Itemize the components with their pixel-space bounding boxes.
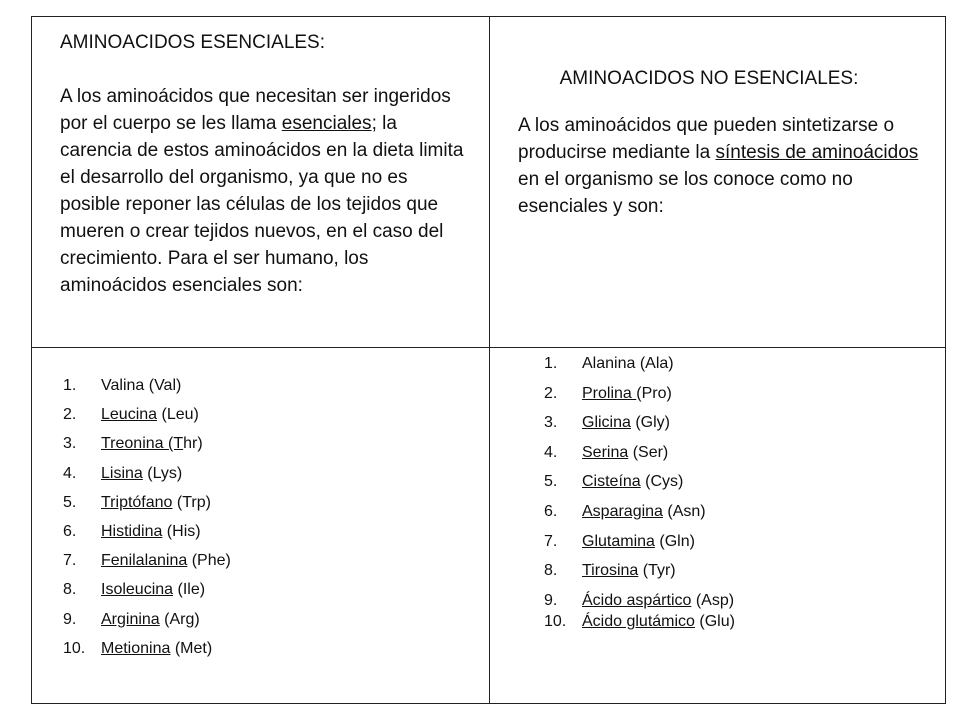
list-item-number: 10. <box>63 639 86 657</box>
list-item <box>544 471 735 501</box>
nonessential-paragraph <box>518 112 930 220</box>
list-item <box>544 353 735 383</box>
essential-paragraph <box>60 83 470 299</box>
list-item <box>544 531 735 561</box>
list-item <box>63 550 231 579</box>
amino-acid-name[interactable]: Cisteína <box>582 473 641 491</box>
amino-acid-name[interactable]: Fenilalanina <box>101 552 188 570</box>
nonessential-heading: AMINOACIDOS NO ESENCIALES: <box>559 68 859 89</box>
list-item <box>63 404 231 433</box>
amino-acid-code: (Leu) <box>157 406 199 424</box>
amino-acid-name[interactable]: Ácido aspártico <box>582 591 692 609</box>
list-item <box>63 609 231 638</box>
amino-acid-name[interactable]: Glutamina <box>582 532 655 550</box>
amino-acid-name[interactable]: Leucina <box>101 406 158 424</box>
amino-acid-code: (Ile) <box>173 581 206 599</box>
amino-acid-name[interactable]: Histidina <box>101 522 163 540</box>
amino-acid-name[interactable]: Triptófano <box>101 493 173 511</box>
amino-acid-name[interactable]: Serina <box>582 443 629 461</box>
amino-acid-name[interactable]: Metionina <box>101 639 171 657</box>
amino-acid-code: (Met) <box>170 639 213 657</box>
list-item <box>544 442 735 472</box>
amino-acid-code: (Gln) <box>654 532 695 550</box>
list-item-number: 9. <box>63 610 77 628</box>
amino-acid-code: (Arg) <box>159 610 200 628</box>
nonessential-link[interactable]: síntesis de aminoácidos <box>715 142 919 163</box>
list-item-number: 4. <box>544 443 558 461</box>
amino-acid-code: (Lys) <box>142 464 183 482</box>
list-item <box>544 383 735 413</box>
amino-acid-code: (Tyr) <box>638 562 676 580</box>
amino-acid-name[interactable]: Isoleucina <box>101 581 174 599</box>
list-item <box>63 579 231 608</box>
amino-acid-code: (Asn) <box>662 502 706 520</box>
list-item <box>544 412 735 442</box>
list-item-number: 1. <box>544 355 558 372</box>
list-item <box>63 638 231 667</box>
list-item <box>544 560 735 590</box>
amino-acid-name[interactable]: Glicina <box>582 414 631 432</box>
list-item <box>63 492 231 521</box>
amino-acid-code: (Glu) <box>694 613 735 631</box>
amino-acid-name: Valina <box>101 377 145 394</box>
amino-acid-name[interactable]: Lisina <box>101 464 143 482</box>
list-item-number: 3. <box>63 435 77 453</box>
row-divider <box>32 347 945 348</box>
amino-acid-name[interactable]: Asparagina <box>582 502 663 520</box>
list-item-number: 2. <box>544 384 558 402</box>
list-item <box>544 611 735 641</box>
amino-acid-code: (Asp) <box>691 591 735 609</box>
column-divider <box>489 17 490 703</box>
amino-acid-code: hr) <box>183 435 203 453</box>
list-item-number: 5. <box>544 473 558 491</box>
amino-acid-code: (Gly) <box>630 414 671 432</box>
list-item-number: 6. <box>544 502 558 520</box>
essential-heading: AMINOACIDOS ESENCIALES: <box>60 32 326 53</box>
list-item-number: 8. <box>63 581 77 599</box>
amino-acid-code: (Ser) <box>628 443 669 461</box>
amino-acid-table <box>31 16 946 704</box>
list-item-number: 10. <box>544 613 567 631</box>
amino-acid-name[interactable]: Tirosina <box>582 562 639 580</box>
amino-acid-name[interactable]: Ácido glutámico <box>582 613 695 631</box>
list-item-number: 4. <box>63 464 77 482</box>
essential-text-before: A los aminoácidos que necesitan ser ingeridos por el cuerpo se les llama <box>60 86 451 134</box>
amino-acid-name[interactable]: Treonina (T <box>101 435 184 453</box>
amino-acid-name[interactable]: Prolina <box>582 384 637 402</box>
list-item-number: 8. <box>544 562 558 580</box>
amino-acid-name[interactable]: Arginina <box>101 610 160 628</box>
list-item-number: 9. <box>544 591 558 609</box>
amino-acid-code: (Pro) <box>636 384 672 402</box>
list-item-number: 7. <box>544 532 558 550</box>
essential-amino-acid-list <box>63 375 231 667</box>
list-item <box>63 433 231 462</box>
list-item <box>544 501 735 531</box>
amino-acid-code: (Trp) <box>172 493 211 511</box>
list-item-number: 5. <box>63 493 77 511</box>
list-item-number: 3. <box>544 414 558 432</box>
nonessential-text-before: A los aminoácidos que pueden sintetizarse o producirse mediante la <box>518 115 895 163</box>
amino-acid-code: (Val) <box>144 377 182 394</box>
list-item <box>63 463 231 492</box>
amino-acid-code: (His) <box>162 522 201 540</box>
essential-link[interactable]: esenciales <box>281 113 372 134</box>
list-item <box>63 375 231 404</box>
amino-acid-code: (Ala) <box>635 355 674 372</box>
amino-acid-code: (Phe) <box>187 552 231 570</box>
list-item-number: 2. <box>63 406 77 424</box>
list-item <box>63 521 231 550</box>
nonessential-amino-acid-list <box>544 353 735 641</box>
nonessential-text-after: en el organismo se los conoce como no esenciales y son: <box>518 169 853 217</box>
list-item-number: 7. <box>63 552 77 570</box>
amino-acid-name: Alanina <box>582 355 636 372</box>
essential-text-after: ; la carencia de estos aminoácidos en la dieta limita el desarrollo del organismo, ya que no es posible reponer las células de los tejidos que mueren o crear tejidos nuevos, en el caso del crecimiento. Para el ser humano, los aminoácidos esenciales son: <box>60 113 464 296</box>
nonessential-description-cell <box>518 65 930 220</box>
amino-acid-code: (Cys) <box>640 473 684 491</box>
list-item-number: 1. <box>63 377 77 394</box>
essential-description-cell <box>60 29 470 299</box>
list-item-number: 6. <box>63 522 77 540</box>
